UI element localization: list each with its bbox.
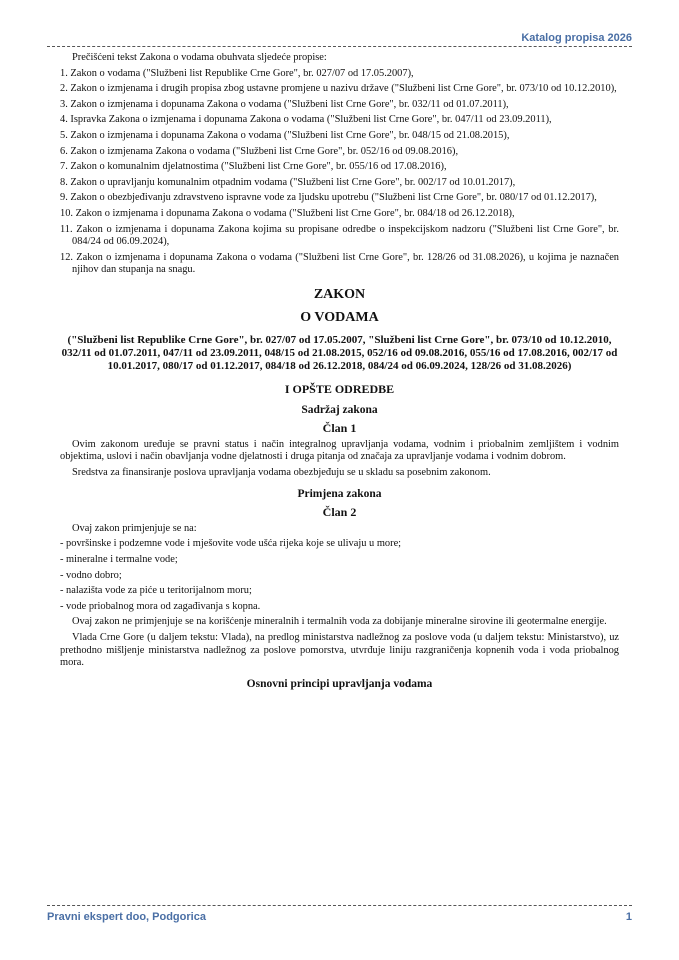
- amendment-item: 1. Zakon o vodama ("Službeni list Republike Crne Gore", br. 027/07 od 17.05.2007),: [60, 67, 414, 79]
- amendment-item: 5. Zakon o izmjenama i dopunama Zakona o vodama ("Službeni list Crne Gore", br. 048/15 od 21.08.2015),: [60, 129, 510, 141]
- article-2-title: Član 2: [322, 505, 357, 520]
- amendment-item: 10. Zakon o izmjenama i dopunama Zakona o vodama ("Službeni list Crne Gore", br. 084/18 od 26.12.2018),: [60, 207, 515, 219]
- section-heading: Osnovni principi upravljanja vodama: [246, 677, 433, 690]
- page-number: 1: [625, 911, 632, 923]
- article-2-paragraph: Vlada Crne Gore (u daljem tekstu: Vlada), na predlog ministarstva nadležnog za poslove voda (u daljem tekstu: Ministarstvo), uz prethodno mišljenje ministarstva nadležnog za poslove pomorstva, utvrđuje liniju razgraničenja kopnenih voda i voda priobalnog mora.: [60, 632, 619, 669]
- law-title: ZAKON: [313, 286, 366, 302]
- law-subtitle: O VODAMA: [300, 309, 379, 325]
- publisher-name: Pravni ekspert doo, Podgorica: [47, 911, 206, 923]
- article-1-paragraph: Ovim zakonom uređuje se pravni status i način integralnog upravljanja vodama, vodnim i priobalnim zemljištem i vodnim objektima, uslovi i način obavljanja vodne djelatnosti i druga pitanja od značaja za upravljanje vodama i vodnim dobrom.: [60, 438, 619, 463]
- amendments-list: [60, 68, 619, 277]
- catalog-title: Katalog propisa 2026: [521, 32, 632, 44]
- article-2-item: - površinske i podzemne vode i mješovite vode ušća rijeka koje se ulivaju u more;: [60, 538, 402, 550]
- article-1-paragraph: Sredstva za finansiranje poslova upravljanja vodama obezbjeđuju se u skladu sa posebnim zakonom.: [72, 467, 491, 479]
- page-footer: [47, 905, 632, 926]
- article-2-item: - vodno dobro;: [60, 569, 122, 581]
- section-heading: Primjena zakona: [297, 487, 382, 500]
- amendment-item: 8. Zakon o upravljanju komunalnim otpadnim vodama ("Službeni list Crne Gore", br. 002/17 od 10.01.2017),: [60, 176, 516, 188]
- amendment-item: 12. Zakon o izmjenama i dopunama Zakona o vodama ("Službeni list Crne Gore", br. 128/26 od 31.08.2026), u kojima je naznačen njihov dan stupanja na snagu.: [60, 251, 619, 276]
- amendment-item: 9. Zakon o obezbjeđivanju zdravstveno ispravne vode za ljudsku upotrebu ("Službeni list Crne Gore", br. 080/17 od 01.12.2017),: [60, 192, 597, 204]
- intro-text: Prečišćeni tekst Zakona o vodama obuhvata sljedeće propise:: [72, 52, 327, 63]
- amendment-item: 2. Zakon o izmjenama i drugih propisa zbog ustavne promjene u nazivu države ("Službeni list Crne Gore", br. 073/10 od 10.12.2010),: [60, 83, 617, 95]
- amendment-item: 11. Zakon o izmjenama i dopunama Zakona kojima su propisane odredbe o inspekcijskom nadzoru ("Službeni list Crne Gore", br. 084/24 od 06.09.2024),: [60, 223, 619, 248]
- section-heading: Sadržaj zakona: [301, 403, 378, 416]
- article-2-item: - mineralne i termalne vode;: [60, 554, 178, 566]
- document-body: [60, 52, 619, 696]
- part-heading: I OPŠTE ODREDBE: [284, 382, 395, 397]
- gazette-references: ("Službeni list Republike Crne Gore", br. 027/07 od 17.05.2007, "Službeni list Crne Gore", br. 073/10 od 10.12.2010, 032/11 od 01.07.2011, 047/11 od 23.09.2011, 048/15 od 21.08.2015, 052/16 od 09.08.2016, 055/16 od 17.08.2016, 002/17 od 10.01.2017, 080/17 od 01.12.2017, 084/18 od 26.12.2018, 084/24 od 06.09.2024, 128/26 od 31.08.2026): [61, 334, 618, 373]
- amendment-item: 4. Ispravka Zakona o izmjenama i dopunama Zakona o vodama ("Službeni list Crne Gore", br. 047/11 od 23.09.2011),: [60, 114, 552, 126]
- amendment-item: 6. Zakon o izmjenama Zakona o vodama ("Službeni list Crne Gore", br. 052/16 od 09.08.2016),: [60, 145, 459, 157]
- page-header: [47, 30, 632, 47]
- article-2-item: - vode priobalnog mora od zagađivanja s kopna.: [60, 600, 261, 612]
- article-2-paragraph: Ovaj zakon ne primjenjuje se na korišćenje mineralnih i termalnih voda za dobijanje mineralne sirovine ili geotermalne energije.: [72, 616, 607, 628]
- amendment-item: 3. Zakon o izmjenama i dopunama Zakona o vodama ("Službeni list Crne Gore", br. 032/11 od 01.07.2011),: [60, 98, 509, 110]
- article-1-title: Član 1: [322, 421, 357, 436]
- article-2-intro: Ovaj zakon primjenjuje se na:: [72, 522, 197, 534]
- amendment-item: 7. Zakon o komunalnim djelatnostima ("Službeni list Crne Gore", br. 055/16 od 17.08.2016),: [60, 161, 447, 173]
- article-2-item: - nalazišta vode za piće u teritorijalnom moru;: [60, 585, 252, 597]
